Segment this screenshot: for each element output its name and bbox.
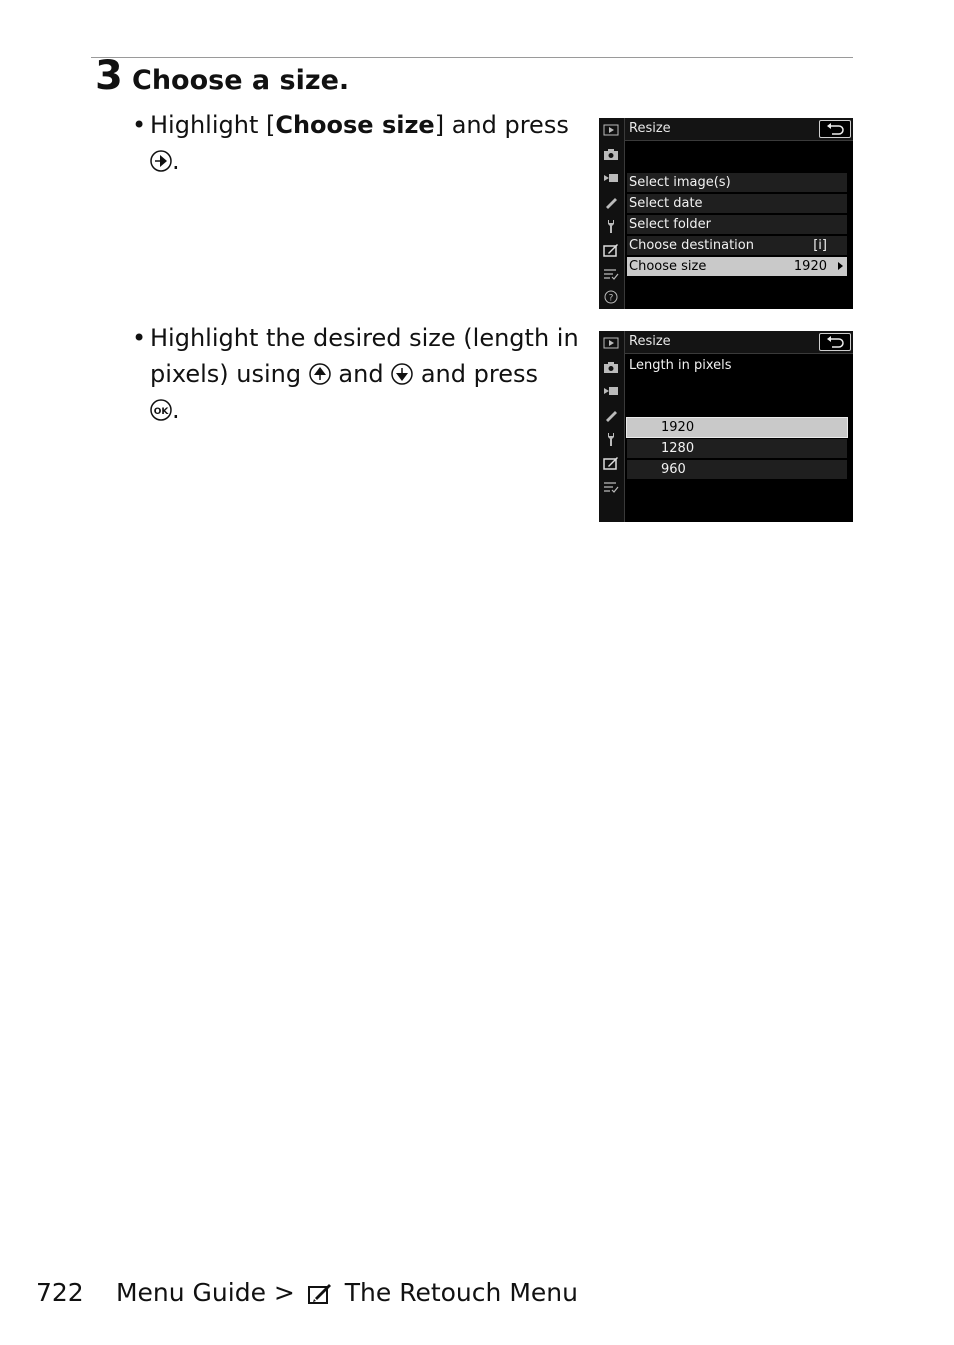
instruction-bullet-2: • Highlight the desired size (length in pixels) using and and press OK . — [132, 324, 579, 424]
help-icon — [603, 290, 619, 304]
screen-title-bar — [625, 118, 853, 141]
menu-item-select-folder[interactable]: Select folder — [627, 215, 847, 234]
size-option-1920[interactable]: 1920 — [627, 418, 847, 437]
step-title: Choose a size. — [132, 65, 350, 96]
right-arrow-icon — [838, 262, 843, 270]
movie-shooting-menu-icon — [603, 384, 619, 398]
back-icon[interactable] — [819, 120, 851, 138]
choose-size-term: Choose size — [275, 111, 435, 139]
setup-menu-icon — [603, 219, 619, 233]
multi-selector-right-icon — [150, 150, 172, 172]
movie-shooting-menu-icon — [603, 171, 619, 185]
screen-subtitle: Length in pixels — [629, 358, 732, 373]
photo-shooting-menu-icon — [603, 147, 619, 161]
instruction-bullet-1: • Highlight [Choose size] and press . — [132, 111, 569, 175]
playback-menu-icon — [603, 123, 619, 137]
breadcrumb-menu-guide: Menu Guide > — [115, 1278, 295, 1307]
breadcrumb-retouch-menu: The Retouch Menu — [344, 1278, 578, 1307]
page-number: 722 — [36, 1278, 84, 1307]
size-option-1280[interactable]: 1280 — [627, 439, 847, 458]
setup-menu-icon — [603, 432, 619, 446]
camera-screen-resize-menu — [599, 118, 853, 309]
custom-settings-icon — [603, 195, 619, 209]
camera-screen-length-in-pixels — [599, 331, 853, 522]
retouch-menu-icon — [307, 1281, 333, 1305]
retouch-menu-icon — [603, 456, 619, 470]
svg-text:?: ? — [608, 293, 614, 304]
menu-tab-sidebar — [599, 331, 625, 522]
menu-item-select-date[interactable]: Select date — [627, 194, 847, 213]
screen-title: Resize — [629, 334, 671, 349]
svg-text:OK: OK — [153, 407, 169, 417]
menu-item-choose-destination[interactable]: Choose destination [i] — [627, 236, 847, 255]
size-option-960[interactable]: 960 — [627, 460, 847, 479]
screen-title-bar — [625, 331, 853, 354]
menu-tab-sidebar — [599, 118, 625, 309]
size-value: 1920 — [793, 259, 827, 274]
section-divider — [91, 57, 853, 58]
photo-shooting-menu-icon — [603, 360, 619, 374]
step-number: 3 — [95, 53, 123, 99]
page-footer — [36, 1276, 578, 1310]
destination-slot-value: [i] — [813, 238, 827, 253]
my-menu-icon — [603, 267, 619, 281]
multi-selector-down-icon — [391, 363, 413, 385]
retouch-menu-icon — [603, 243, 619, 257]
multi-selector-up-icon — [309, 363, 331, 385]
menu-item-choose-size[interactable]: Choose size 1920 — [627, 257, 847, 276]
back-icon[interactable] — [819, 333, 851, 351]
screen-title: Resize — [629, 121, 671, 136]
my-menu-icon — [603, 480, 619, 494]
custom-settings-icon — [603, 408, 619, 422]
playback-menu-icon — [603, 336, 619, 350]
ok-button-icon — [150, 399, 172, 421]
menu-item-select-images[interactable]: Select image(s) — [627, 173, 847, 192]
